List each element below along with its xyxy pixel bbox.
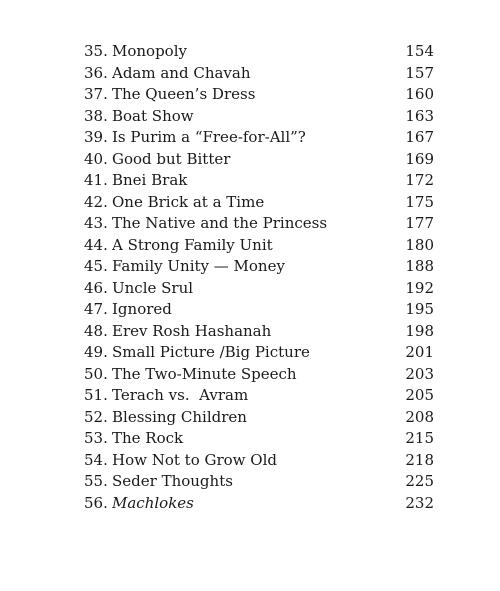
toc-entry-page: 172 <box>405 171 434 189</box>
toc-entry-page: 169 <box>405 149 434 168</box>
toc-entry <box>84 450 434 472</box>
toc-entry-title: Erev Rosh Hashanah <box>112 321 272 340</box>
toc-entry-number: 53. <box>84 429 108 447</box>
toc-entry-title: Is Purim a “Free-for-All”? <box>112 128 306 146</box>
toc-entry-title: Machlokes <box>112 493 194 512</box>
toc-entry-title: Blessing Children <box>112 407 247 426</box>
toc-entry-title: Ignored <box>112 300 172 318</box>
toc-entry-page: 225 <box>405 472 434 490</box>
toc-entry-number: 55. <box>84 472 108 490</box>
toc-entry-page: 195 <box>405 300 434 318</box>
toc-entry-number: 56. <box>84 493 108 512</box>
toc-entry <box>84 213 434 235</box>
toc-entry-title: The Two-Minute Speech <box>112 364 297 383</box>
toc-entry-title: Small Picture /Big Picture <box>112 343 310 361</box>
toc-entry-title: Good but Bitter <box>112 149 231 168</box>
toc-entry-title: Adam and Chavah <box>112 63 251 82</box>
toc-entry <box>84 364 434 386</box>
toc-entry <box>84 428 434 450</box>
toc-entry-page: 154 <box>405 42 434 60</box>
toc-entry-number: 40. <box>84 149 108 168</box>
toc-entry-page: 157 <box>405 63 434 82</box>
toc-entry-number: 54. <box>84 450 108 469</box>
toc-entry-number: 39. <box>84 128 108 146</box>
toc-entry <box>84 321 434 343</box>
toc-entry-number: 50. <box>84 364 108 383</box>
toc-entry <box>84 471 434 493</box>
toc-entry-title: Monopoly <box>112 42 187 60</box>
toc-entry-number: 43. <box>84 214 108 232</box>
toc-entry-page: 163 <box>405 106 434 125</box>
toc-entry-title: Family Unity — Money <box>112 257 285 275</box>
toc-entry-number: 38. <box>84 106 108 125</box>
toc-entry-page: 205 <box>405 386 434 404</box>
toc-entry-number: 47. <box>84 300 108 318</box>
toc-entry-page: 232 <box>405 493 434 512</box>
toc-entry-title: How Not to Grow Old <box>112 450 277 469</box>
toc-entry <box>84 278 434 300</box>
toc-entry <box>84 299 434 321</box>
toc-entry-title: The Rock <box>112 429 184 447</box>
toc-entry-number: 37. <box>84 85 108 103</box>
toc-entry-page: 218 <box>405 450 434 469</box>
toc-entry <box>84 170 434 192</box>
toc-entry-page: 175 <box>405 192 434 211</box>
toc-entry <box>84 149 434 171</box>
toc-entry-number: 46. <box>84 278 108 297</box>
toc-entry <box>84 256 434 278</box>
toc-entry <box>84 84 434 106</box>
toc-entry-page: 215 <box>405 429 434 447</box>
toc-entry-title: Bnei Brak <box>112 171 188 189</box>
toc-entry <box>84 192 434 214</box>
toc-entry-number: 51. <box>84 386 108 404</box>
toc-entry-title: Seder Thoughts <box>112 472 233 490</box>
toc-entry-page: 198 <box>405 321 434 340</box>
toc-entry-page: 177 <box>405 214 434 232</box>
toc-entry-page: 180 <box>405 235 434 254</box>
toc-entry-number: 41. <box>84 171 108 189</box>
toc-entry-number: 36. <box>84 63 108 82</box>
toc-entry-number: 52. <box>84 407 108 426</box>
toc-entry-title: Terach vs. Avram <box>112 386 249 404</box>
toc-entry <box>84 63 434 85</box>
toc-entry-title: The Queen’s Dress <box>112 85 256 103</box>
toc-entry-number: 42. <box>84 192 108 211</box>
toc-entry-number: 45. <box>84 257 108 275</box>
toc-entry <box>84 407 434 429</box>
toc-entry-page: 160 <box>405 85 434 103</box>
toc-entry <box>84 235 434 257</box>
toc-entry <box>84 106 434 128</box>
toc-entry-page: 208 <box>405 407 434 426</box>
toc-entry <box>84 342 434 364</box>
toc-entry-title: A Strong Family Unit <box>112 235 273 254</box>
toc-entry-number: 44. <box>84 235 108 254</box>
toc-entry-title: Uncle Srul <box>112 278 194 297</box>
toc-entry-number: 49. <box>84 343 108 361</box>
toc-entry-page: 201 <box>405 343 434 361</box>
toc-entry <box>84 41 434 63</box>
toc-entry <box>84 385 434 407</box>
toc-entry-title: Boat Show <box>112 106 194 125</box>
table-of-contents <box>84 41 434 514</box>
toc-entry-page: 192 <box>405 278 434 297</box>
toc-entry <box>84 127 434 149</box>
toc-entry-number: 35. <box>84 42 108 60</box>
toc-entry-title: One Brick at a Time <box>112 192 265 211</box>
toc-entry-number: 48. <box>84 321 108 340</box>
toc-entry-title: The Native and the Princess <box>112 214 328 232</box>
toc-entry <box>84 493 434 515</box>
toc-entry-page: 203 <box>405 364 434 383</box>
toc-entry-page: 188 <box>405 257 434 275</box>
toc-entry-page: 167 <box>405 128 434 146</box>
